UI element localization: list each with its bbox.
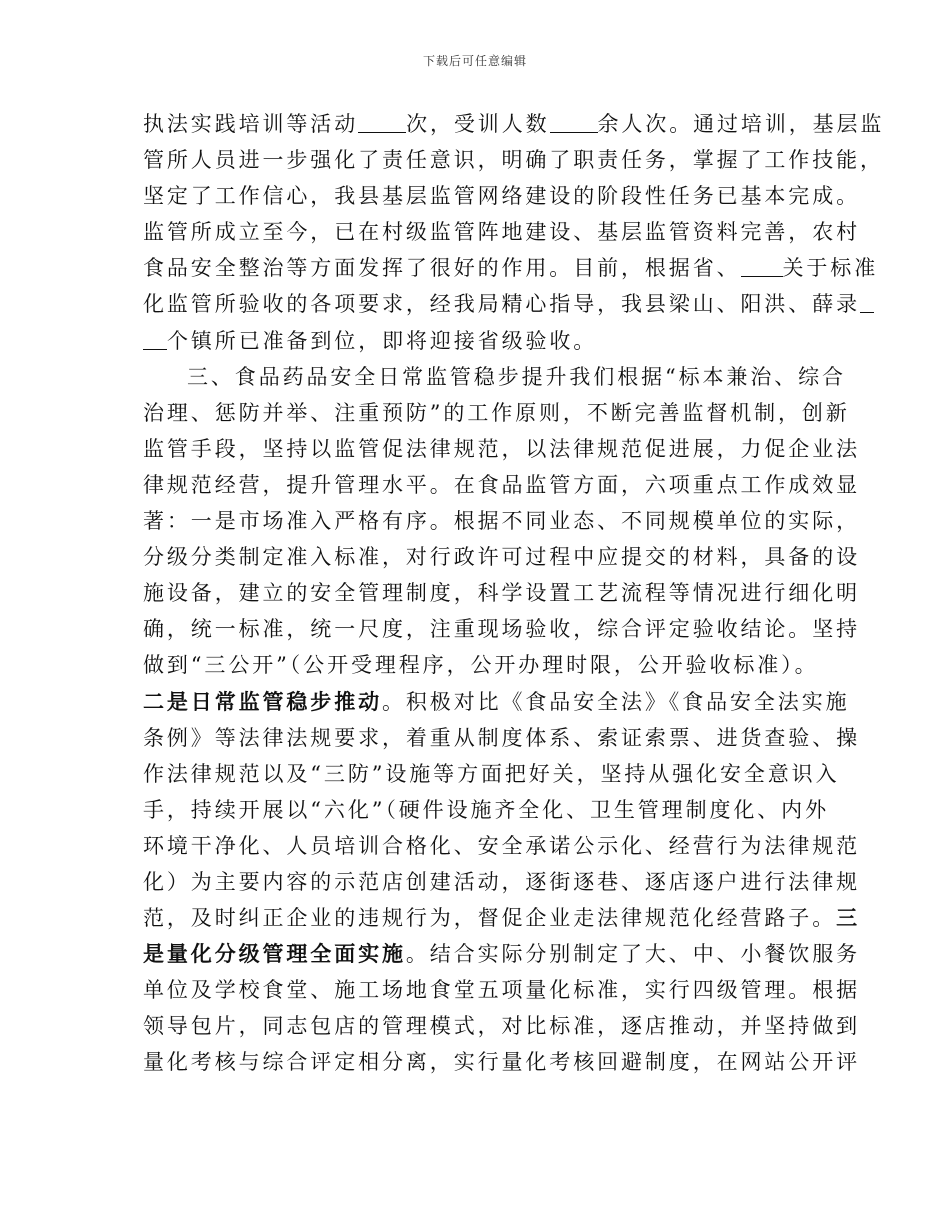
bold-heading-run: 三 xyxy=(836,905,861,931)
text-line: 施设备，建立的安全管理制度，科学设置工艺流程等情况进行细化明 xyxy=(143,581,860,606)
text-run: 化监管所验收的各项要求，经我局精心指导，我县梁山、阳洪、薛录 xyxy=(143,292,860,317)
fill-in-blank xyxy=(550,114,598,133)
text-line: 著：一是市场准入严格有序。根据不同业态、不同规模单位的实际， xyxy=(143,509,860,534)
text-run: 余人次。通过培训，基层监 xyxy=(597,112,885,136)
text-line xyxy=(143,684,850,720)
text-line: 监管手段，坚持以监管促法律规范，以法律规范促进展，力促企业法 xyxy=(143,436,860,461)
text-run: 个镇所已准备到位，即将迎接省级验收。 xyxy=(167,328,598,353)
text-line: 律规范经营，提升管理水平。在食品监管方面，六项重点工作成效显 xyxy=(143,472,860,497)
text-run: 次，受训人数 xyxy=(406,112,550,136)
text-line: 治理、惩防并举、注重预防”的工作原则，不断完善监督机制，创新 xyxy=(143,400,850,425)
page-header: 下载后可任意编辑 xyxy=(422,54,527,68)
text-line xyxy=(143,323,823,359)
text-line: 领导包片，同志包店的管理模式，对比标准，逐店推动，并坚持做到 xyxy=(143,1014,860,1039)
text-run: 食品安全整治等方面发挥了很好的作用。目前，根据省、 xyxy=(143,256,741,281)
text-line: 作法律规范以及“三防”设施等方面把好关，坚持从强化安全意识入 xyxy=(143,761,840,786)
text-run: 。结合实际分别制定了大、中、小餐饮服务 xyxy=(405,942,861,967)
text-line: 监管所成立至今，已在村级监管阵地建设、基层监管资料完善，农村 xyxy=(143,220,860,245)
text-run: 范，及时纠正企业的违规行为，督促企业走法律规范化经营路子。 xyxy=(143,906,837,931)
text-line: 化）为主要内容的示范店创建活动，逐街逐巷、逐店逐户进行法律规 xyxy=(143,869,860,894)
fill-in-blank xyxy=(143,331,167,350)
text-line: 量化考核与综合评定相分离，实行量化考核回避制度，在网站公开评 xyxy=(143,1050,860,1075)
text-line: 三、食品药品安全日常监管稳步提升我们根据“标本兼治、综合 xyxy=(187,364,846,389)
text-line: 分级分类制定准入标准，对行政许可过程中应提交的材料，具备的设 xyxy=(143,545,860,570)
text-line: 手，持续开展以“六化”（硬件设施齐全化、卫生管理制度化、内外 xyxy=(143,797,829,822)
fill-in-blank xyxy=(860,294,874,313)
bold-heading-run: 二是日常监管稳步推动 xyxy=(143,688,382,714)
text-line xyxy=(143,106,885,142)
text-run: 执法实践培训等活动 xyxy=(143,112,359,136)
text-line: 管所人员进一步强化了责任意识，明确了职责任务，掌握了工作技能， xyxy=(143,148,884,173)
bold-heading-run: 是量化分级管理全面实施 xyxy=(143,941,406,967)
text-line xyxy=(143,286,860,322)
fill-in-blank xyxy=(358,114,406,133)
document-body xyxy=(143,106,885,1081)
text-line xyxy=(143,936,861,972)
text-line xyxy=(143,250,879,286)
text-run: 。积极对比《食品安全法》《食品安全法实施 xyxy=(382,689,850,714)
text-line: 确，统一标准，统一尺度，注重现场验收，综合评定验收结论。坚持 xyxy=(143,617,860,642)
text-line xyxy=(143,900,861,936)
text-line: 单位及学校食堂、施工场地食堂五项量化标准，实行四级管理。根据 xyxy=(143,978,860,1003)
text-line: 环境干净化、人员培训合格化、安全承诺公示化、经营行为法律规范 xyxy=(143,833,860,858)
text-line: 做到“三公开”（公开受理程序，公开办理时限，公开验收标准）。 xyxy=(143,653,819,678)
text-line: 条例》等法律法规要求，着重从制度体系、索证索票、进货查验、操 xyxy=(143,725,860,750)
text-line: 坚定了工作信心，我县基层监管网络建设的阶段性任务已基本完成。 xyxy=(143,184,860,209)
text-run: 关于标准 xyxy=(782,256,879,281)
fill-in-blank xyxy=(741,258,783,277)
